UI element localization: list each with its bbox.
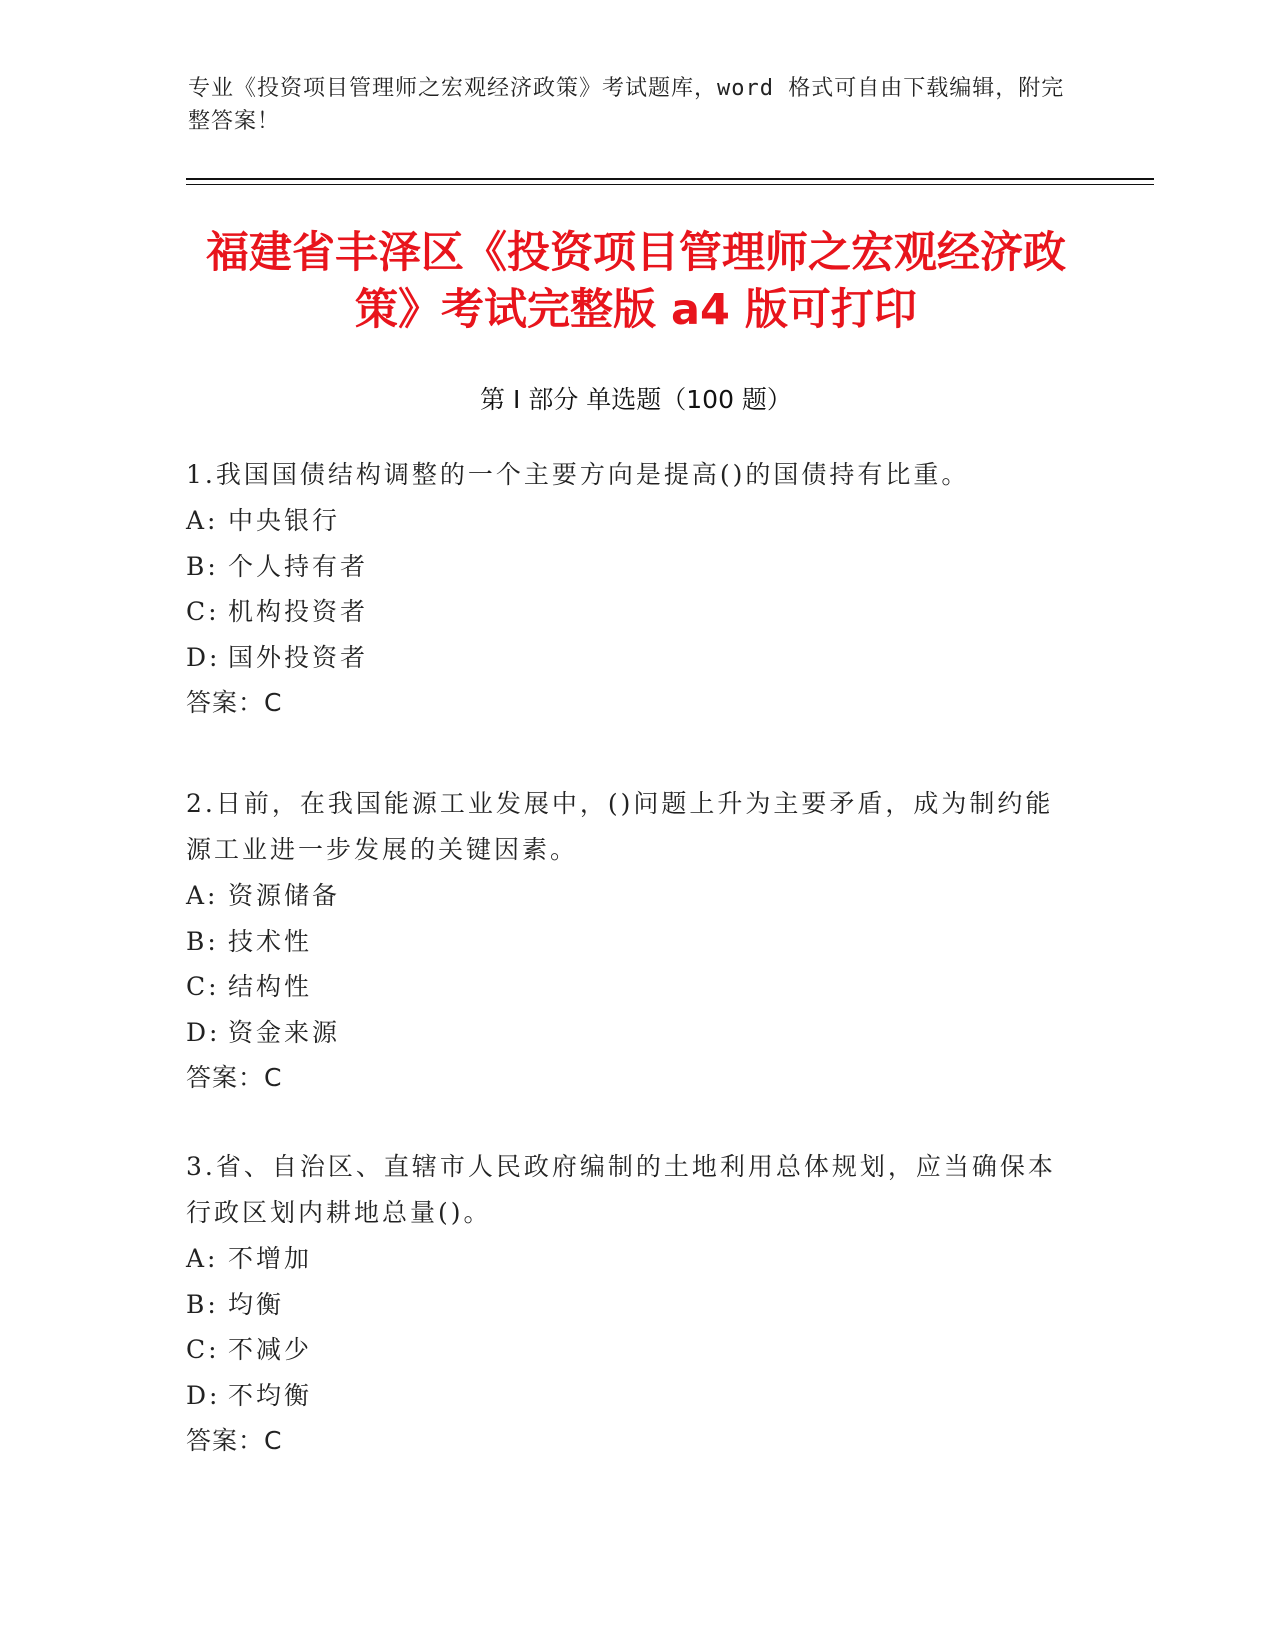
option-text: 结构性: [228, 972, 313, 1001]
option-key: C:: [186, 597, 220, 626]
option-text: 技术性: [228, 926, 313, 956]
option-c: [186, 589, 1066, 635]
question-2: [186, 781, 1066, 1100]
option-c: [186, 1327, 1066, 1373]
answer: 答案：C: [186, 1426, 283, 1455]
question-1: [186, 452, 1066, 725]
option-a: [186, 873, 1066, 919]
option-text: 机构投资者: [228, 597, 369, 626]
option-key: A:: [186, 506, 219, 535]
option-d: [186, 635, 1066, 681]
option-d: [186, 1010, 1066, 1056]
option-text: 不减少: [228, 1335, 313, 1364]
option-key: B:: [186, 551, 219, 581]
question-stem: 3.省、自治区、直辖市人民政府编制的土地利用总体规划，应当确保本行政区划内耕地总量()。: [186, 1152, 1056, 1227]
question-stem: 2.日前，在我国能源工业发展中，()问题上升为主要矛盾，成为制约能源工业进一步发展的关键因素。: [186, 789, 1054, 864]
option-c: [186, 964, 1066, 1010]
option-key: C:: [186, 972, 220, 1001]
option-text: 不均衡: [228, 1380, 313, 1410]
option-b: [186, 1282, 1066, 1328]
option-key: B:: [186, 1289, 219, 1319]
option-key: C:: [186, 1335, 220, 1364]
question-3: [186, 1144, 1066, 1463]
option-text: 个人持有者: [228, 551, 369, 581]
question-stem: 1.我国国债结构调整的一个主要方向是提高()的国债持有比重。: [186, 460, 970, 489]
answer: 答案：C: [186, 1063, 283, 1092]
header-divider-thick: [186, 178, 1154, 180]
option-text: 国外投资者: [228, 642, 369, 672]
answer: 答案：C: [186, 688, 283, 717]
option-key: A:: [186, 1244, 219, 1273]
option-key: D:: [186, 1380, 221, 1410]
option-text: 资源储备: [228, 881, 341, 910]
option-a: [186, 1236, 1066, 1282]
header-note: 专业《投资项目管理师之宏观经济政策》考试题库，word 格式可自由下载编辑，附完整答案！: [188, 76, 1065, 134]
option-key: D:: [186, 1017, 221, 1047]
option-b: [186, 544, 1066, 590]
option-a: [186, 498, 1066, 544]
section-title: 第 I 部分 单选题（100 题）: [480, 385, 792, 414]
option-d: [186, 1373, 1066, 1419]
option-text: 中央银行: [228, 506, 341, 535]
option-text: 均衡: [228, 1289, 285, 1319]
option-key: D:: [186, 642, 221, 672]
option-b: [186, 919, 1066, 965]
option-key: A:: [186, 881, 219, 910]
document-title: 福建省丰泽区《投资项目管理师之宏观经济政策》考试完整版 a4 版可打印: [206, 228, 1066, 335]
option-text: 资金来源: [228, 1017, 341, 1047]
header-divider-thin: [186, 184, 1154, 185]
option-key: B:: [186, 926, 219, 956]
option-text: 不增加: [228, 1244, 313, 1273]
